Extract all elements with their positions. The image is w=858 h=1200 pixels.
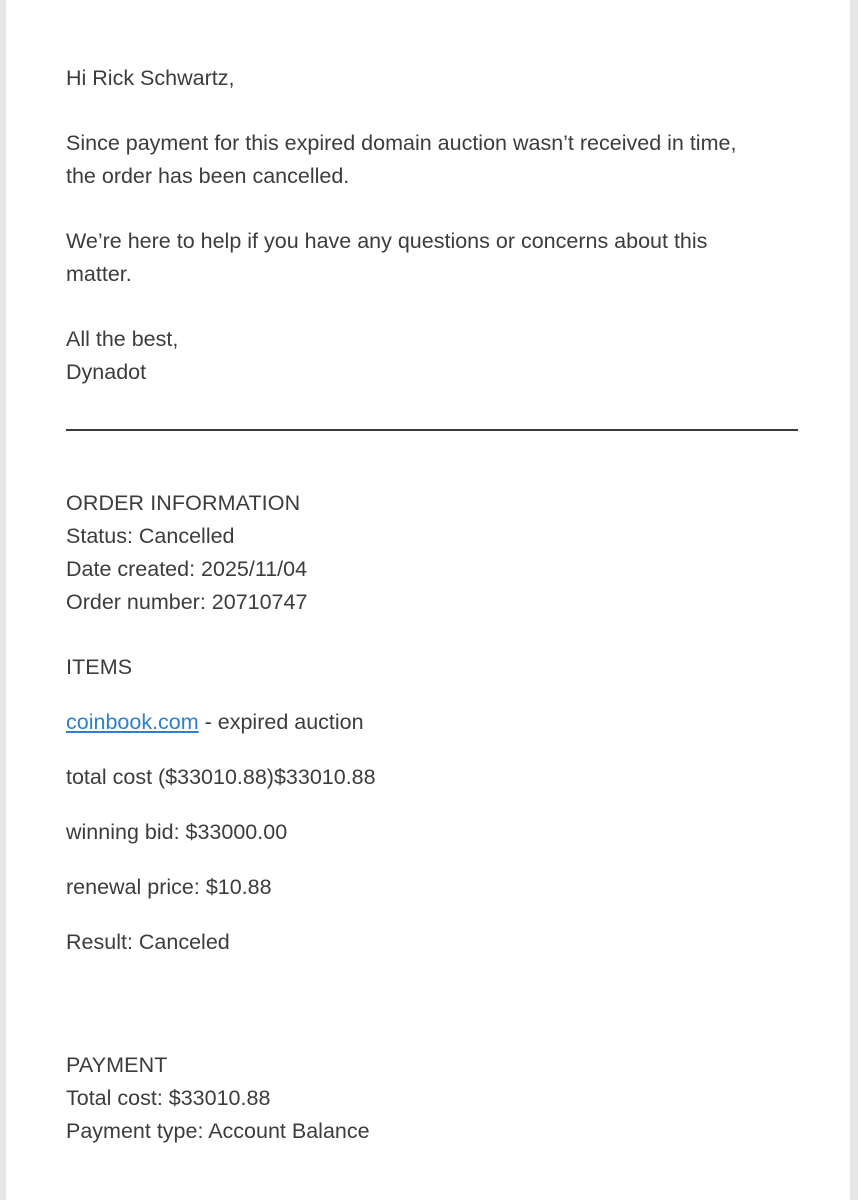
order-status: Status: Cancelled (66, 524, 235, 548)
payment-heading: PAYMENT (66, 1053, 168, 1077)
message-paragraph-1 (66, 127, 798, 193)
message-line: We’re here to help if you have any questions or concerns about this (66, 229, 708, 253)
domain-suffix: - expired auction (198, 710, 364, 734)
payment-total-cost: Total cost: $33010.88 (66, 1086, 271, 1110)
payment-type: Payment type: Account Balance (66, 1119, 370, 1143)
item-total-cost: total cost ($33010.88)$33010.88 (66, 765, 376, 789)
order-date-created: Date created: 2025/11/04 (66, 557, 308, 581)
email-body (66, 62, 798, 1148)
message-line: matter. (66, 262, 132, 286)
signoff-sender: Dynadot (66, 360, 147, 384)
item-winning-bid: winning bid: $33000.00 (66, 820, 288, 844)
message-line: Since payment for this expired domain auction wasn’t received in time, (66, 131, 737, 155)
item-domain-line (66, 706, 798, 739)
item-renewal-price: renewal price: $10.88 (66, 875, 272, 899)
item-result: Result: Canceled (66, 930, 230, 954)
signoff-closing: All the best, (66, 327, 179, 351)
greeting: Hi Rick Schwartz, (66, 66, 235, 90)
domain-link[interactable]: coinbook.com (66, 710, 199, 734)
signoff (66, 323, 798, 389)
email-card (6, 0, 850, 1200)
order-information-heading: ORDER INFORMATION (66, 491, 301, 515)
message-paragraph-2 (66, 225, 798, 291)
items-heading: ITEMS (66, 655, 133, 679)
divider (66, 429, 798, 431)
message-line: the order has been cancelled. (66, 164, 350, 188)
order-information-section (66, 487, 798, 619)
payment-section (66, 1049, 798, 1148)
order-number: Order number: 20710747 (66, 590, 308, 614)
items-section (66, 651, 798, 959)
